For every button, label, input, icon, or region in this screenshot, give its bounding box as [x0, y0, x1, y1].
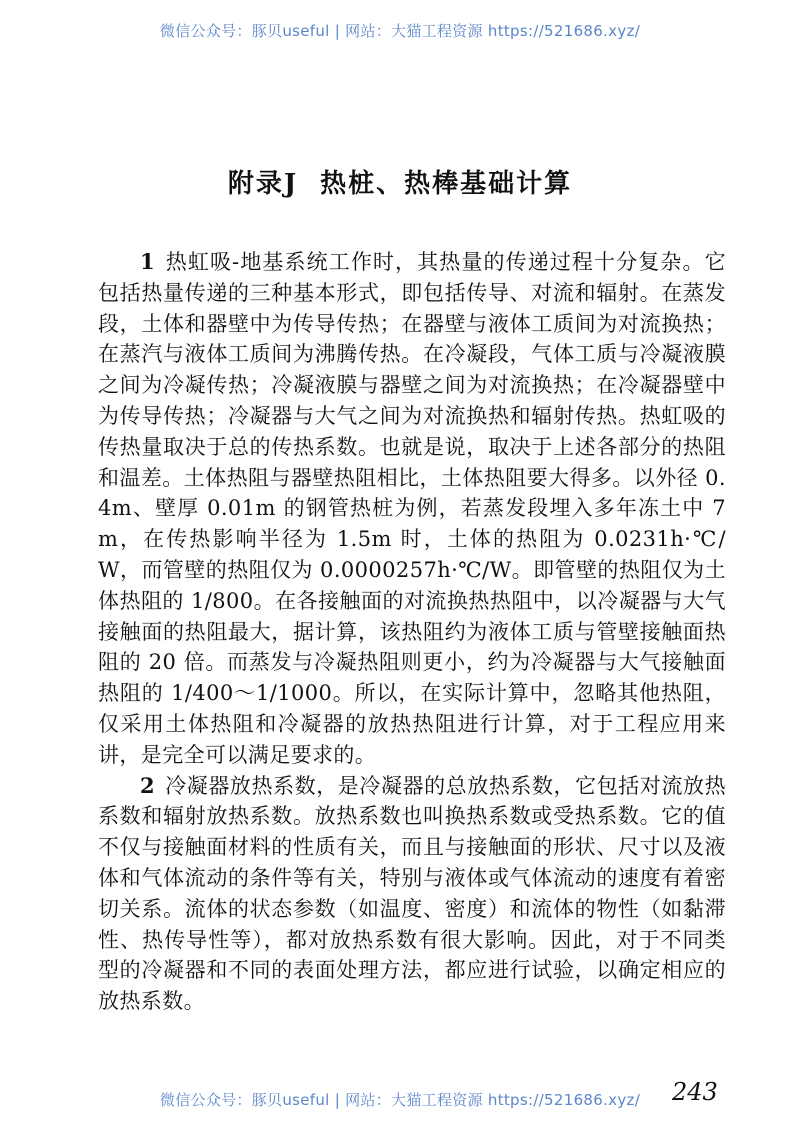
paragraph-text: 热虹吸-地基系统工作时，其热量的传递过程十分复杂。它包括热量传递的三种基本形式，即包括传导、对流和辐射。在蒸发段，土体和器壁中为传导传热；在器壁与液体工质间为对流换热；在蒸汽与液体工质间为沸腾传热。在冷凝段，气体工质与冷凝液膜之间为冷凝传热；冷凝液膜与器壁之间为对流换热；在冷凝器壁中为传导传热；冷凝器与大气之间为对流换热和辐射传热。热虹吸的传热量取决于总的传热系数。也就是说，取决于上述各部分的热阻和温差。土体热阻与器壁热阻相比，土体热阻要大得多。以外径 0.4m、壁厚 0.01m 的钢管热桩为例，若蒸发段埋入多年冻土中 7m，在传热影响半径为 1.5m 时，土体的热阻为 0.0231h·℃/W，而管壁的热阻仅为 0.0000257h·℃/W。即管壁的热阻仅为土体热阻的 1/800。在各接触面的对流换热热阻中，以冷凝器与大气接触面的热阻最大，据计算，该热阻约为液体工质与管壁接触面热阻的 20 倍。而蒸发与冷凝热阻则更小，约为冷凝器与大气接触面热阻的 1/400～1/1000。所以，在实际计算中，忽略其他热阻，仅采用土体热阻和冷凝器的放热热阻进行计算，对于工程应用来讲，是完全可以满足要求的。 [98, 250, 726, 767]
appendix-label: 附录J [227, 169, 299, 199]
paragraph-2 [98, 771, 726, 1017]
watermark-footer: 微信公众号：豚贝useful | 网站：大猫工程资源 https://521686.xyz/ [159, 1091, 641, 1109]
paragraph-number: 1 [140, 249, 156, 274]
appendix-title: 热桩、热棒基础计算 [320, 169, 573, 199]
page-title [0, 163, 800, 200]
body-text [98, 247, 726, 1017]
watermark-header: 微信公众号：豚贝useful | 网站：大猫工程资源 https://521686.xyz/ [159, 22, 641, 40]
page-number: 243 [672, 1078, 718, 1106]
paragraph-number: 2 [140, 772, 156, 798]
paragraph-1 [98, 247, 726, 771]
paragraph-text: 冷凝器放热系数，是冷凝器的总放热系数，它包括对流放热系数和辐射放热系数。放热系数也叫换热系数或受热系数。它的值不仅与接触面材料的性质有关，而且与接触面的形状、尺寸以及液体和气体流动的条件等有关，特别与液体或气体流动的速度有着密切关系。流体的状态参数（如温度、密度）和流体的物性（如黏滞性、热传导性等），都对放热系数有很大影响。因此，对于不同类型的冷凝器和不同的表面处理方法，都应进行试验，以确定相应的放热系数。 [98, 773, 726, 1014]
